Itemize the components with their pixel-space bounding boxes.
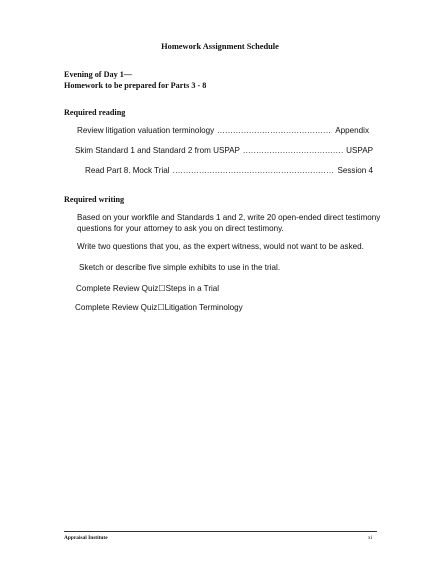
reading-item-text: Read Part 8. Mock Trial: [85, 166, 170, 175]
reading-item-ref: USPAP: [346, 146, 373, 155]
homework-subheading: Homework to be prepared for Parts 3 - 8: [64, 81, 207, 90]
reading-item-ref: Session 4: [337, 166, 373, 175]
quiz-steps-in-trial: Complete Review Quiz☐Steps in a Trial: [76, 284, 220, 293]
dot-leader: [217, 126, 332, 135]
reading-item-mock-trial: [85, 166, 373, 175]
reading-item-terminology: [77, 126, 369, 135]
writing-item-exhibits: Sketch or describe five simple exhibits to use in the trial.: [79, 263, 281, 272]
quiz-litigation-terminology: Complete Review Quiz☐Litigation Terminology: [75, 303, 243, 312]
footer-divider: [64, 531, 377, 532]
reading-item-uspap: [75, 146, 373, 155]
footer-publisher: Appraisal Institute: [64, 535, 108, 541]
reading-item-text: Skim Standard 1 and Standard 2 from USPAP: [75, 146, 240, 155]
reading-item-ref: Appendix: [335, 126, 369, 135]
page-number: xi: [368, 535, 373, 541]
required-reading-heading: Required reading: [64, 108, 126, 117]
reading-item-text: Review litigation valuation terminology: [77, 126, 215, 135]
writing-item-testimony-questions: Based on your workfile and Standards 1 and 2, write 20 open-ended direct testimony questions for your attorney to ask you on direct testimony.: [77, 213, 381, 233]
writing-item-unwanted-questions: Write two questions that you, as the expert witness, would not want to be asked.: [77, 242, 364, 251]
dot-leader: [243, 146, 343, 155]
dot-leader: [173, 166, 335, 175]
evening-heading: Evening of Day 1—: [64, 70, 133, 79]
required-writing-heading: Required writing: [64, 195, 125, 204]
page-title: Homework Assignment Schedule: [161, 42, 279, 51]
